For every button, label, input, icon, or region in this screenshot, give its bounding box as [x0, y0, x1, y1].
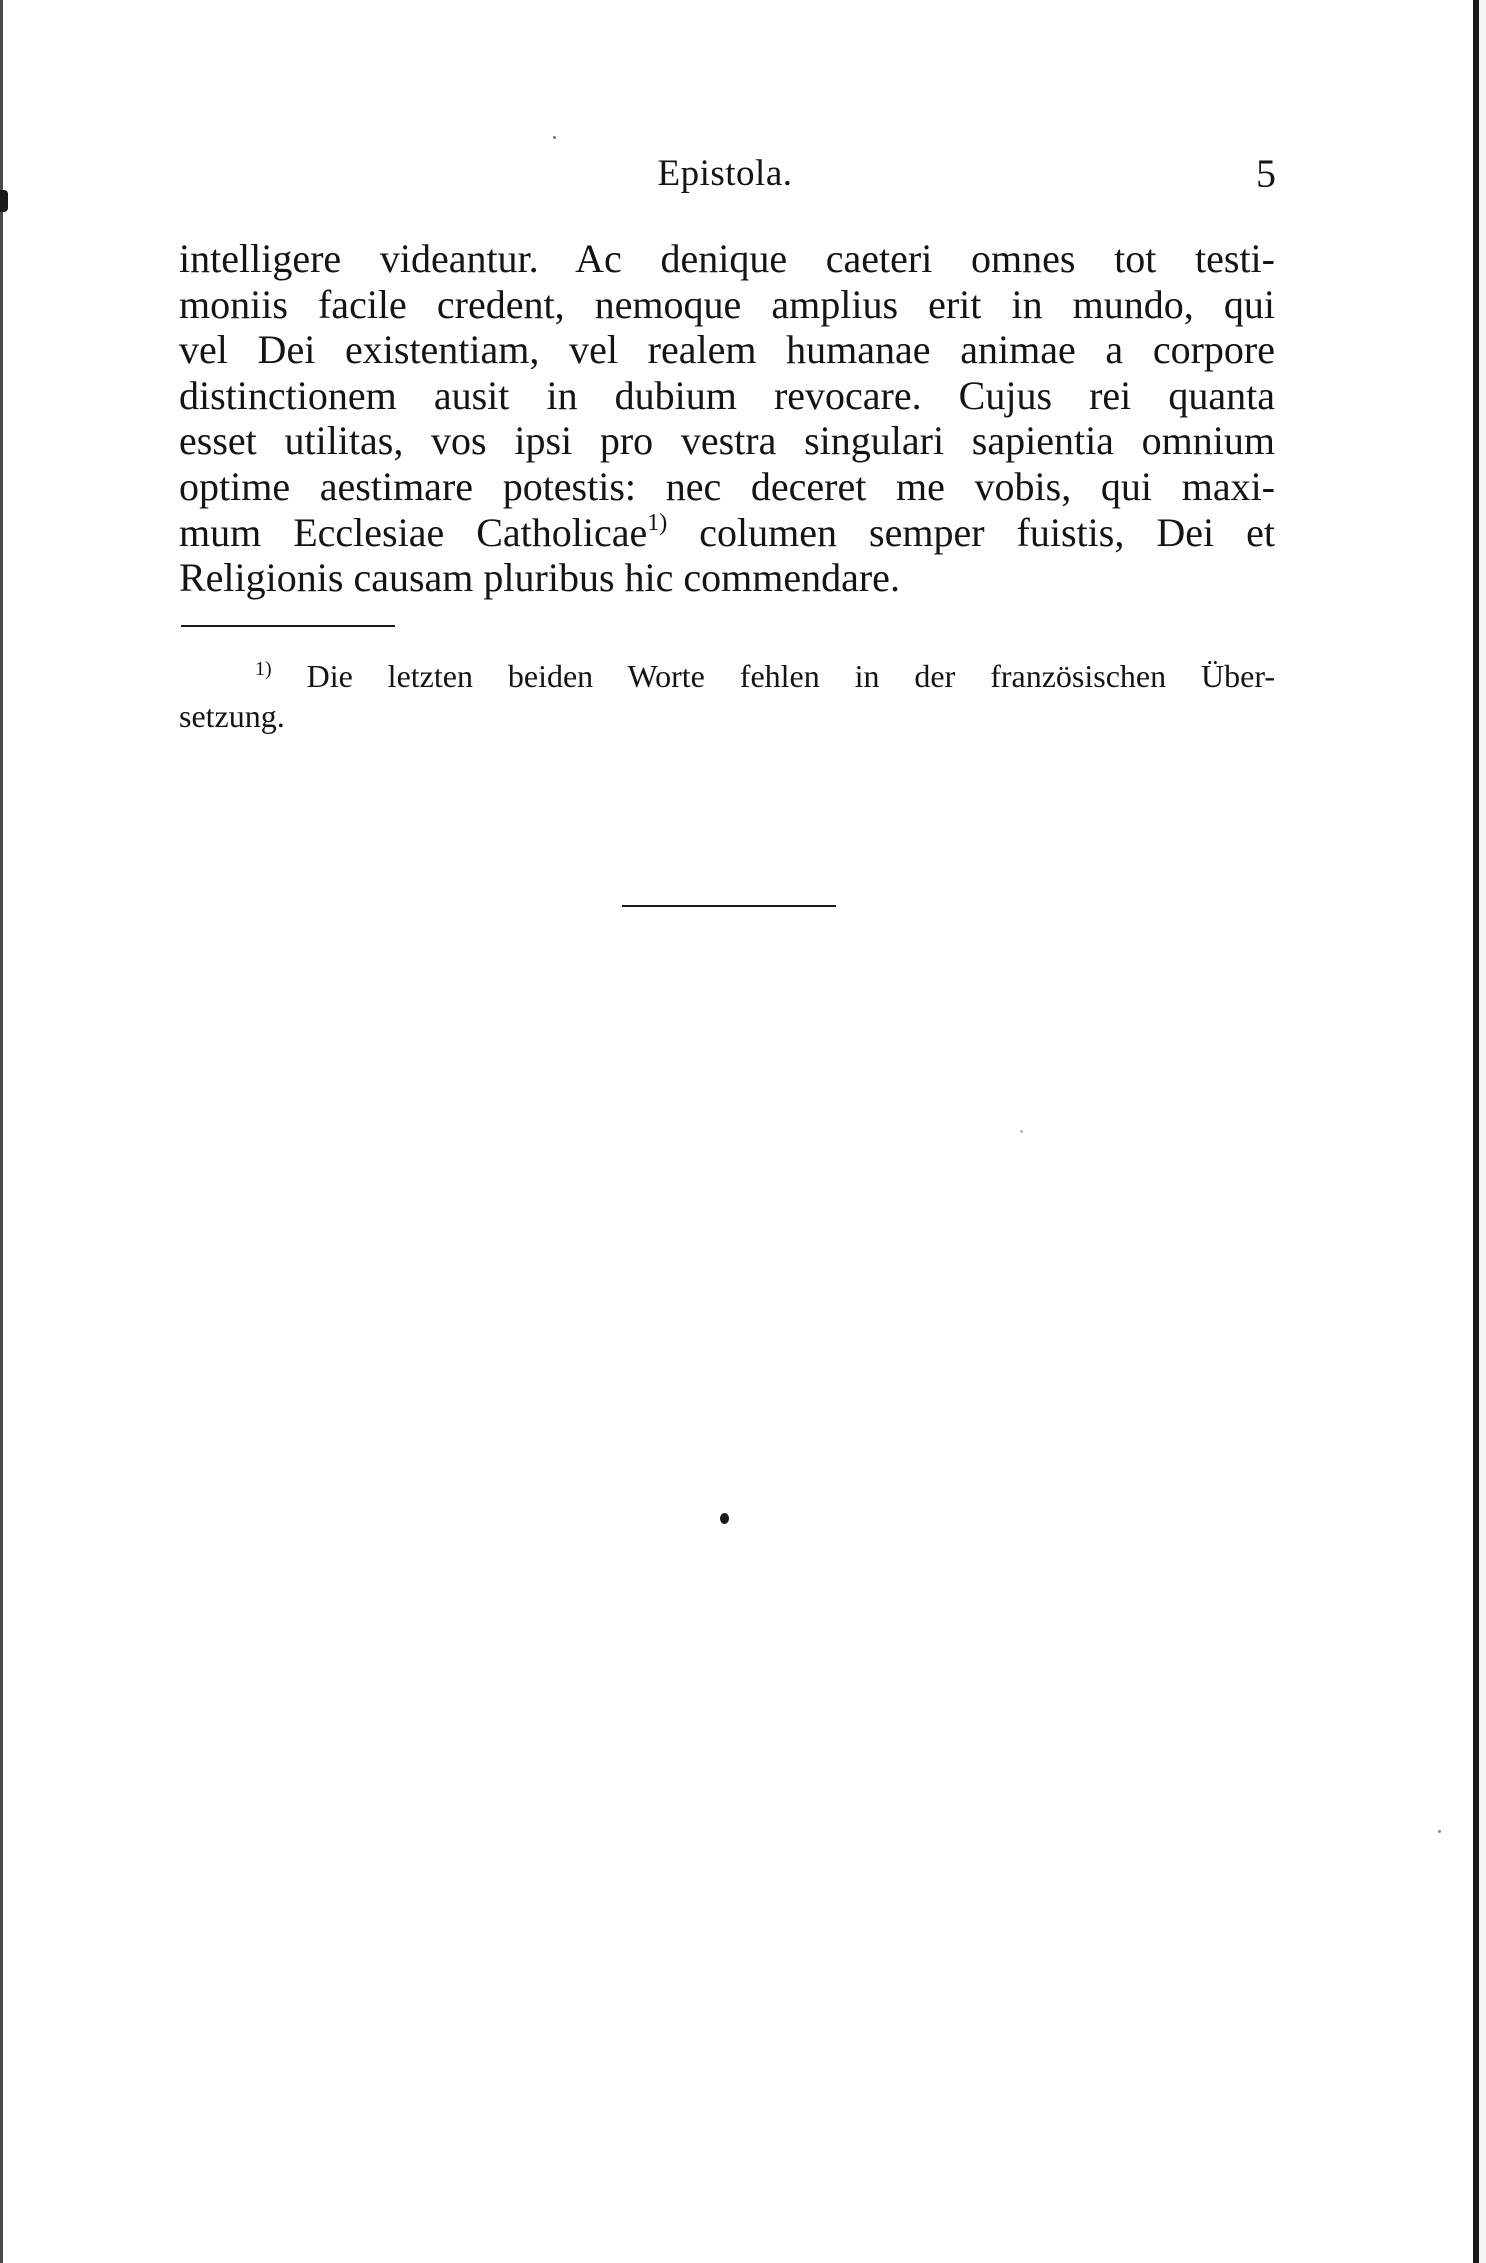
ink-speck [553, 136, 556, 139]
body-line: moniis facile credent, nemoque amplius erit in mundo, qui [179, 281, 1275, 327]
end-of-text-rule [622, 905, 836, 907]
body-line: intelligere videantur. Ac denique caeteri omnes tot testi- [179, 236, 1275, 281]
running-head [0, 152, 1486, 196]
footnote-text: Die letzten beiden Worte fehlen in der französischen Über- [306, 658, 1276, 694]
footnote-marker: 1) [255, 658, 272, 680]
page-right-margin [1479, 0, 1486, 2263]
body-line-text: mum Ecclesiae Catholicae [179, 509, 648, 555]
body-paragraph [179, 236, 1275, 601]
body-line-with-footnote-ref [179, 510, 1275, 556]
ink-speck [720, 1513, 729, 1524]
body-line: Religionis causam pluribus hic commendare. [179, 555, 900, 601]
body-line: optime aestimare potestis: nec deceret me vobis, qui maxi- [179, 463, 1275, 509]
body-line: vel Dei existentiam, vel realem humanae animae a corpore [179, 327, 1275, 373]
body-line: esset utilitas, vos ipsi pro vestra singulari sapientia omnium [179, 418, 1275, 464]
body-line-text: columen semper fuistis, Dei et [699, 509, 1275, 555]
footnote-line: setzung. [179, 698, 285, 734]
footnote-line [179, 656, 1275, 696]
page-number: 5 [1256, 151, 1276, 196]
footnote-separator [181, 625, 395, 627]
running-title: Epistola. [657, 153, 793, 194]
body-line: distinctionem ausit in dubium revocare. Cujus rei quanta [179, 372, 1275, 418]
footnote-reference: 1) [647, 509, 668, 536]
ink-speck [1438, 1830, 1441, 1833]
ink-speck [1020, 1130, 1023, 1133]
footnote [179, 656, 1275, 736]
page-left-edge [0, 0, 3, 2263]
